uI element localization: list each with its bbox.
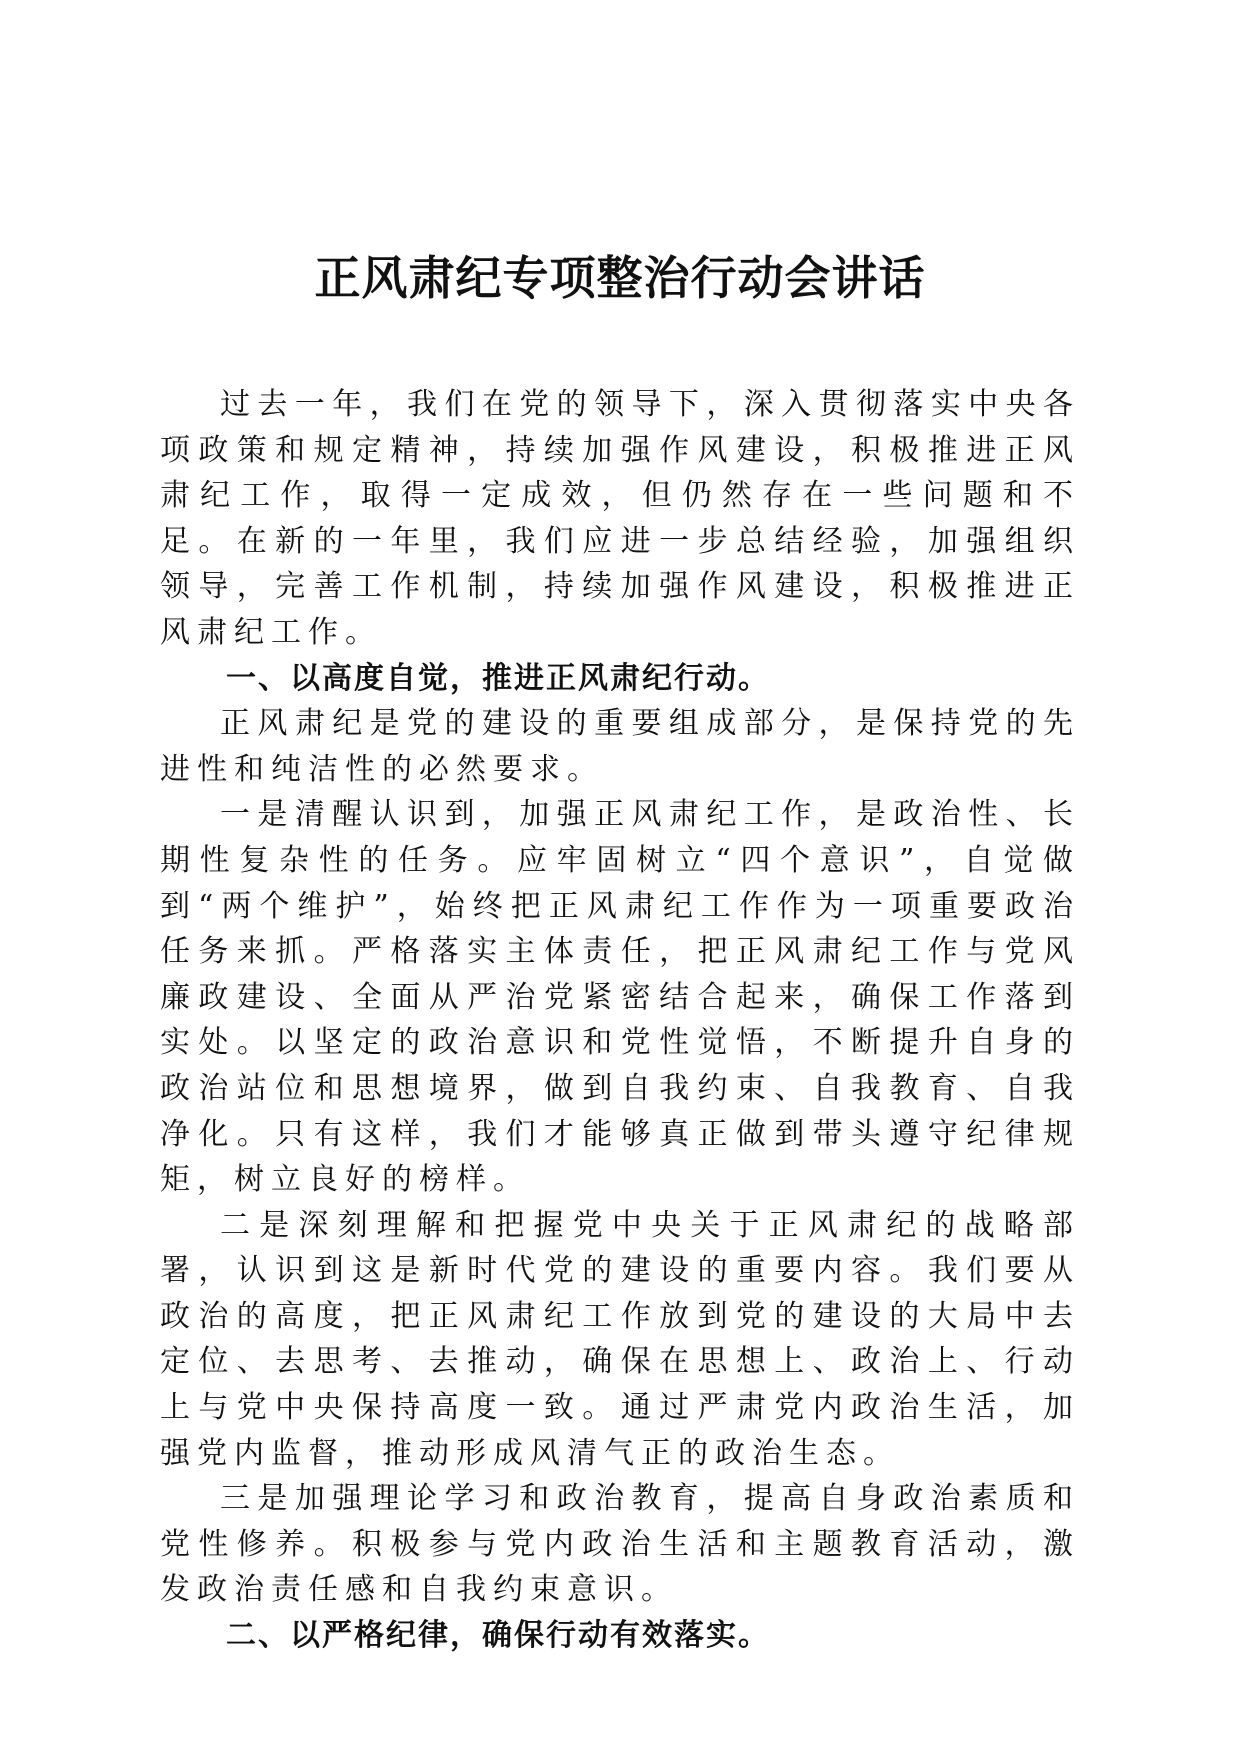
document-body: [160, 382, 1080, 1659]
point-3-paragraph: 三是加强理论学习和政治教育，提高自身政治素质和党性修养。积极参与党内政治生活和主题教育活动，激发政治责任感和自我约束意识。: [160, 1481, 1080, 1608]
section-heading-2: 二、以严格纪律，确保行动有效落实。: [226, 1618, 770, 1654]
intro-paragraph: 过去一年，我们在党的领导下，深入贯彻落实中央各项政策和规定精神，持续加强作风建设，积极推进正风肃纪工作，取得一定成效，但仍然存在一些问题和不足。在新的一年里，我们应进一步总结经验，加强组织领导，完善工作机制，持续加强作风建设，积极推进正风肃纪工作。: [160, 387, 1080, 650]
document-title: 正风肃纪专项整治行动会讲话: [314, 251, 926, 305]
point-2-paragraph: 二是深刻理解和把握党中央关于正风肃纪的战略部署，认识到这是新时代党的建设的重要内容。我们要从政治的高度，把正风肃纪工作放到党的建设的大局中去定位、去思考、去推动，确保在思想上、政治上、行动上与党中央保持高度一致。通过严肃党内政治生活，加强党内监督，推动形成风清气正的政治生态。: [160, 1207, 1080, 1471]
point-1-paragraph: 一是清醒认识到，加强正风肃纪工作，是政治性、长期性复杂性的任务。应牢固树立“四个意识”，自觉做到“两个维护”，始终把正风肃纪工作作为一项重要政治任务来抓。严格落实主体责任，把正风肃纪工作与党风廉政建设、全面从严治党紧密结合起来，确保工作落到实处。以坚定的政治意识和党性觉悟，不断提升自身的政治站位和思想境界，做到自我约束、自我教育、自我净化。只有这样，我们才能够真正做到带头遵守纪律规矩，树立良好的榜样。: [160, 797, 1080, 1198]
section-heading-1: 一、以高度自觉，推进正风肃纪行动。: [226, 660, 770, 696]
section-1-paragraph: 正风肃纪是党的建设的重要组成部分，是保持党的先进性和纯洁性的必然要求。: [160, 706, 1080, 787]
